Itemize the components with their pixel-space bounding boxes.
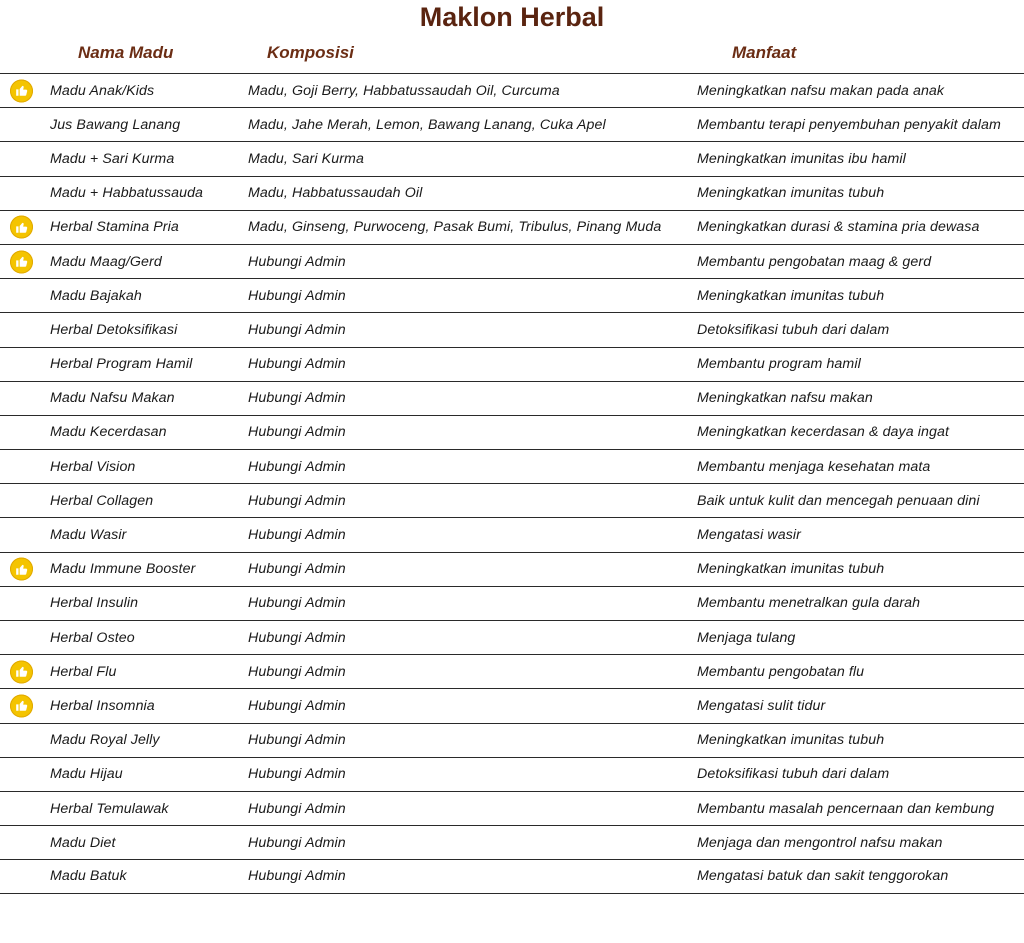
cell-nama-madu: Madu Bajakah: [50, 287, 142, 304]
cell-manfaat: Meningkatkan kecerdasan & daya ingat: [697, 424, 950, 441]
cell-nama-madu: Madu Royal Jelly: [50, 732, 160, 749]
cell-manfaat: Mengatasi wasir: [697, 527, 802, 544]
table-row: [0, 210, 1024, 244]
table-row: [0, 347, 1024, 381]
cell-manfaat: Meningkatkan durasi & stamina pria dewasa: [697, 219, 980, 236]
cell-manfaat: Membantu pengobatan flu: [697, 663, 865, 680]
cell-manfaat: Detoksifikasi tubuh dari dalam: [697, 766, 890, 783]
cell-manfaat: Mengatasi sulit tidur: [697, 697, 826, 714]
table-row: [0, 176, 1024, 210]
cell-komposisi: Hubungi Admin: [248, 595, 346, 612]
cell-komposisi: Madu, Habbatussaudah Oil: [248, 185, 423, 202]
cell-manfaat: Meningkatkan imunitas tubuh: [697, 287, 885, 304]
cell-nama-madu: Madu Kecerdasan: [50, 424, 167, 441]
cell-komposisi: Hubungi Admin: [248, 458, 346, 475]
thumbs-up-icon: [10, 660, 33, 683]
table-row: [0, 278, 1024, 312]
cell-manfaat: Menjaga dan mengontrol nafsu makan: [697, 834, 943, 851]
cell-komposisi: Madu, Jahe Merah, Lemon, Bawang Lanang, Cuka Apel: [248, 116, 606, 133]
cell-komposisi: Hubungi Admin: [248, 390, 346, 407]
table-row: [0, 688, 1024, 722]
cell-komposisi: Hubungi Admin: [248, 663, 346, 680]
cell-nama-madu: Herbal Temulawak: [50, 800, 169, 817]
cell-komposisi: Hubungi Admin: [248, 766, 346, 783]
cell-komposisi: Madu, Sari Kurma: [248, 150, 364, 167]
header-komposisi: Komposisi: [267, 43, 354, 62]
cell-komposisi: Hubungi Admin: [248, 424, 346, 441]
cell-nama-madu: Herbal Collagen: [50, 492, 154, 509]
cell-komposisi: Hubungi Admin: [248, 834, 346, 851]
cell-manfaat: Membantu program hamil: [697, 356, 861, 373]
table-row: [0, 312, 1024, 346]
cell-manfaat: Menjaga tulang: [697, 629, 796, 646]
cell-manfaat: Baik untuk kulit dan mencegah penuaan dini: [697, 492, 980, 509]
cell-manfaat: Meningkatkan imunitas tubuh: [697, 732, 885, 749]
cell-komposisi: Hubungi Admin: [248, 492, 346, 509]
cell-nama-madu: Herbal Stamina Pria: [50, 219, 179, 236]
cell-komposisi: Hubungi Admin: [248, 868, 346, 885]
cell-nama-madu: Jus Bawang Lanang: [50, 116, 181, 133]
table-row: [0, 757, 1024, 791]
table-row: [0, 620, 1024, 654]
table-row: [0, 825, 1024, 859]
cell-nama-madu: Madu Nafsu Makan: [50, 390, 175, 407]
cell-komposisi: Hubungi Admin: [248, 527, 346, 544]
product-table: [0, 73, 1024, 894]
cell-nama-madu: Madu Wasir: [50, 527, 127, 544]
cell-nama-madu: Madu + Habbatussauda: [50, 185, 204, 202]
table-row: [0, 73, 1024, 107]
cell-nama-madu: Herbal Program Hamil: [50, 356, 193, 373]
table-row: [0, 141, 1024, 175]
cell-komposisi: Hubungi Admin: [248, 732, 346, 749]
cell-nama-madu: Herbal Osteo: [50, 629, 135, 646]
cell-manfaat: Membantu terapi penyembuhan penyakit dalam: [697, 116, 1001, 133]
cell-nama-madu: Herbal Insulin: [50, 595, 139, 612]
cell-komposisi: Madu, Ginseng, Purwoceng, Pasak Bumi, Tribulus, Pinang Muda: [248, 219, 662, 236]
table-row: [0, 415, 1024, 449]
thumbs-up-icon: [10, 250, 33, 273]
cell-nama-madu: Herbal Flu: [50, 663, 117, 680]
cell-manfaat: Detoksifikasi tubuh dari dalam: [697, 321, 890, 338]
cell-komposisi: Hubungi Admin: [248, 697, 346, 714]
cell-nama-madu: Madu Hijau: [50, 766, 123, 783]
page-title: Maklon Herbal: [419, 2, 605, 32]
cell-komposisi: Hubungi Admin: [248, 287, 346, 304]
header-manfaat: Manfaat: [732, 43, 797, 62]
cell-manfaat: Membantu masalah pencernaan dan kembung: [697, 800, 995, 817]
cell-nama-madu: Madu Batuk: [50, 868, 127, 885]
cell-manfaat: Meningkatkan nafsu makan: [697, 390, 873, 407]
table-header: [0, 40, 1024, 66]
cell-nama-madu: Madu Anak/Kids: [50, 82, 155, 99]
thumbs-up-icon: [10, 79, 33, 102]
table-row: [0, 449, 1024, 483]
table-row: [0, 586, 1024, 620]
cell-komposisi: Hubungi Admin: [248, 253, 346, 270]
table-row: [0, 723, 1024, 757]
cell-manfaat: Membantu menjaga kesehatan mata: [697, 458, 931, 475]
cell-nama-madu: Madu Maag/Gerd: [50, 253, 162, 270]
table-row: [0, 244, 1024, 278]
table-row: [0, 654, 1024, 688]
table-row: [0, 107, 1024, 141]
table-row: [0, 517, 1024, 551]
cell-manfaat: Meningkatkan imunitas ibu hamil: [697, 150, 906, 167]
cell-komposisi: Hubungi Admin: [248, 800, 346, 817]
cell-manfaat: Membantu pengobatan maag & gerd: [697, 253, 932, 270]
cell-manfaat: Mengatasi batuk dan sakit tenggorokan: [697, 868, 949, 885]
cell-manfaat: Meningkatkan imunitas tubuh: [697, 561, 885, 578]
cell-manfaat: Meningkatkan imunitas tubuh: [697, 185, 885, 202]
cell-nama-madu: Madu + Sari Kurma: [50, 150, 175, 167]
table-row: [0, 859, 1024, 893]
table-row: [0, 791, 1024, 825]
cell-nama-madu: Herbal Insomnia: [50, 697, 155, 714]
cell-komposisi: Hubungi Admin: [248, 561, 346, 578]
cell-nama-madu: Herbal Vision: [50, 458, 136, 475]
cell-manfaat: Membantu menetralkan gula darah: [697, 595, 921, 612]
thumbs-up-icon: [10, 694, 33, 717]
cell-komposisi: Madu, Goji Berry, Habbatussaudah Oil, Curcuma: [248, 82, 560, 99]
table-row: [0, 381, 1024, 415]
table-row: [0, 483, 1024, 517]
cell-nama-madu: Madu Diet: [50, 834, 116, 851]
header-nama-madu: Nama Madu: [78, 43, 174, 62]
cell-nama-madu: Herbal Detoksifikasi: [50, 321, 178, 338]
cell-komposisi: Hubungi Admin: [248, 356, 346, 373]
thumbs-up-icon: [10, 216, 33, 239]
thumbs-up-icon: [10, 558, 33, 581]
cell-komposisi: Hubungi Admin: [248, 321, 346, 338]
cell-komposisi: Hubungi Admin: [248, 629, 346, 646]
cell-nama-madu: Madu Immune Booster: [50, 561, 196, 578]
table-row: [0, 552, 1024, 586]
cell-manfaat: Meningkatkan nafsu makan pada anak: [697, 82, 945, 99]
